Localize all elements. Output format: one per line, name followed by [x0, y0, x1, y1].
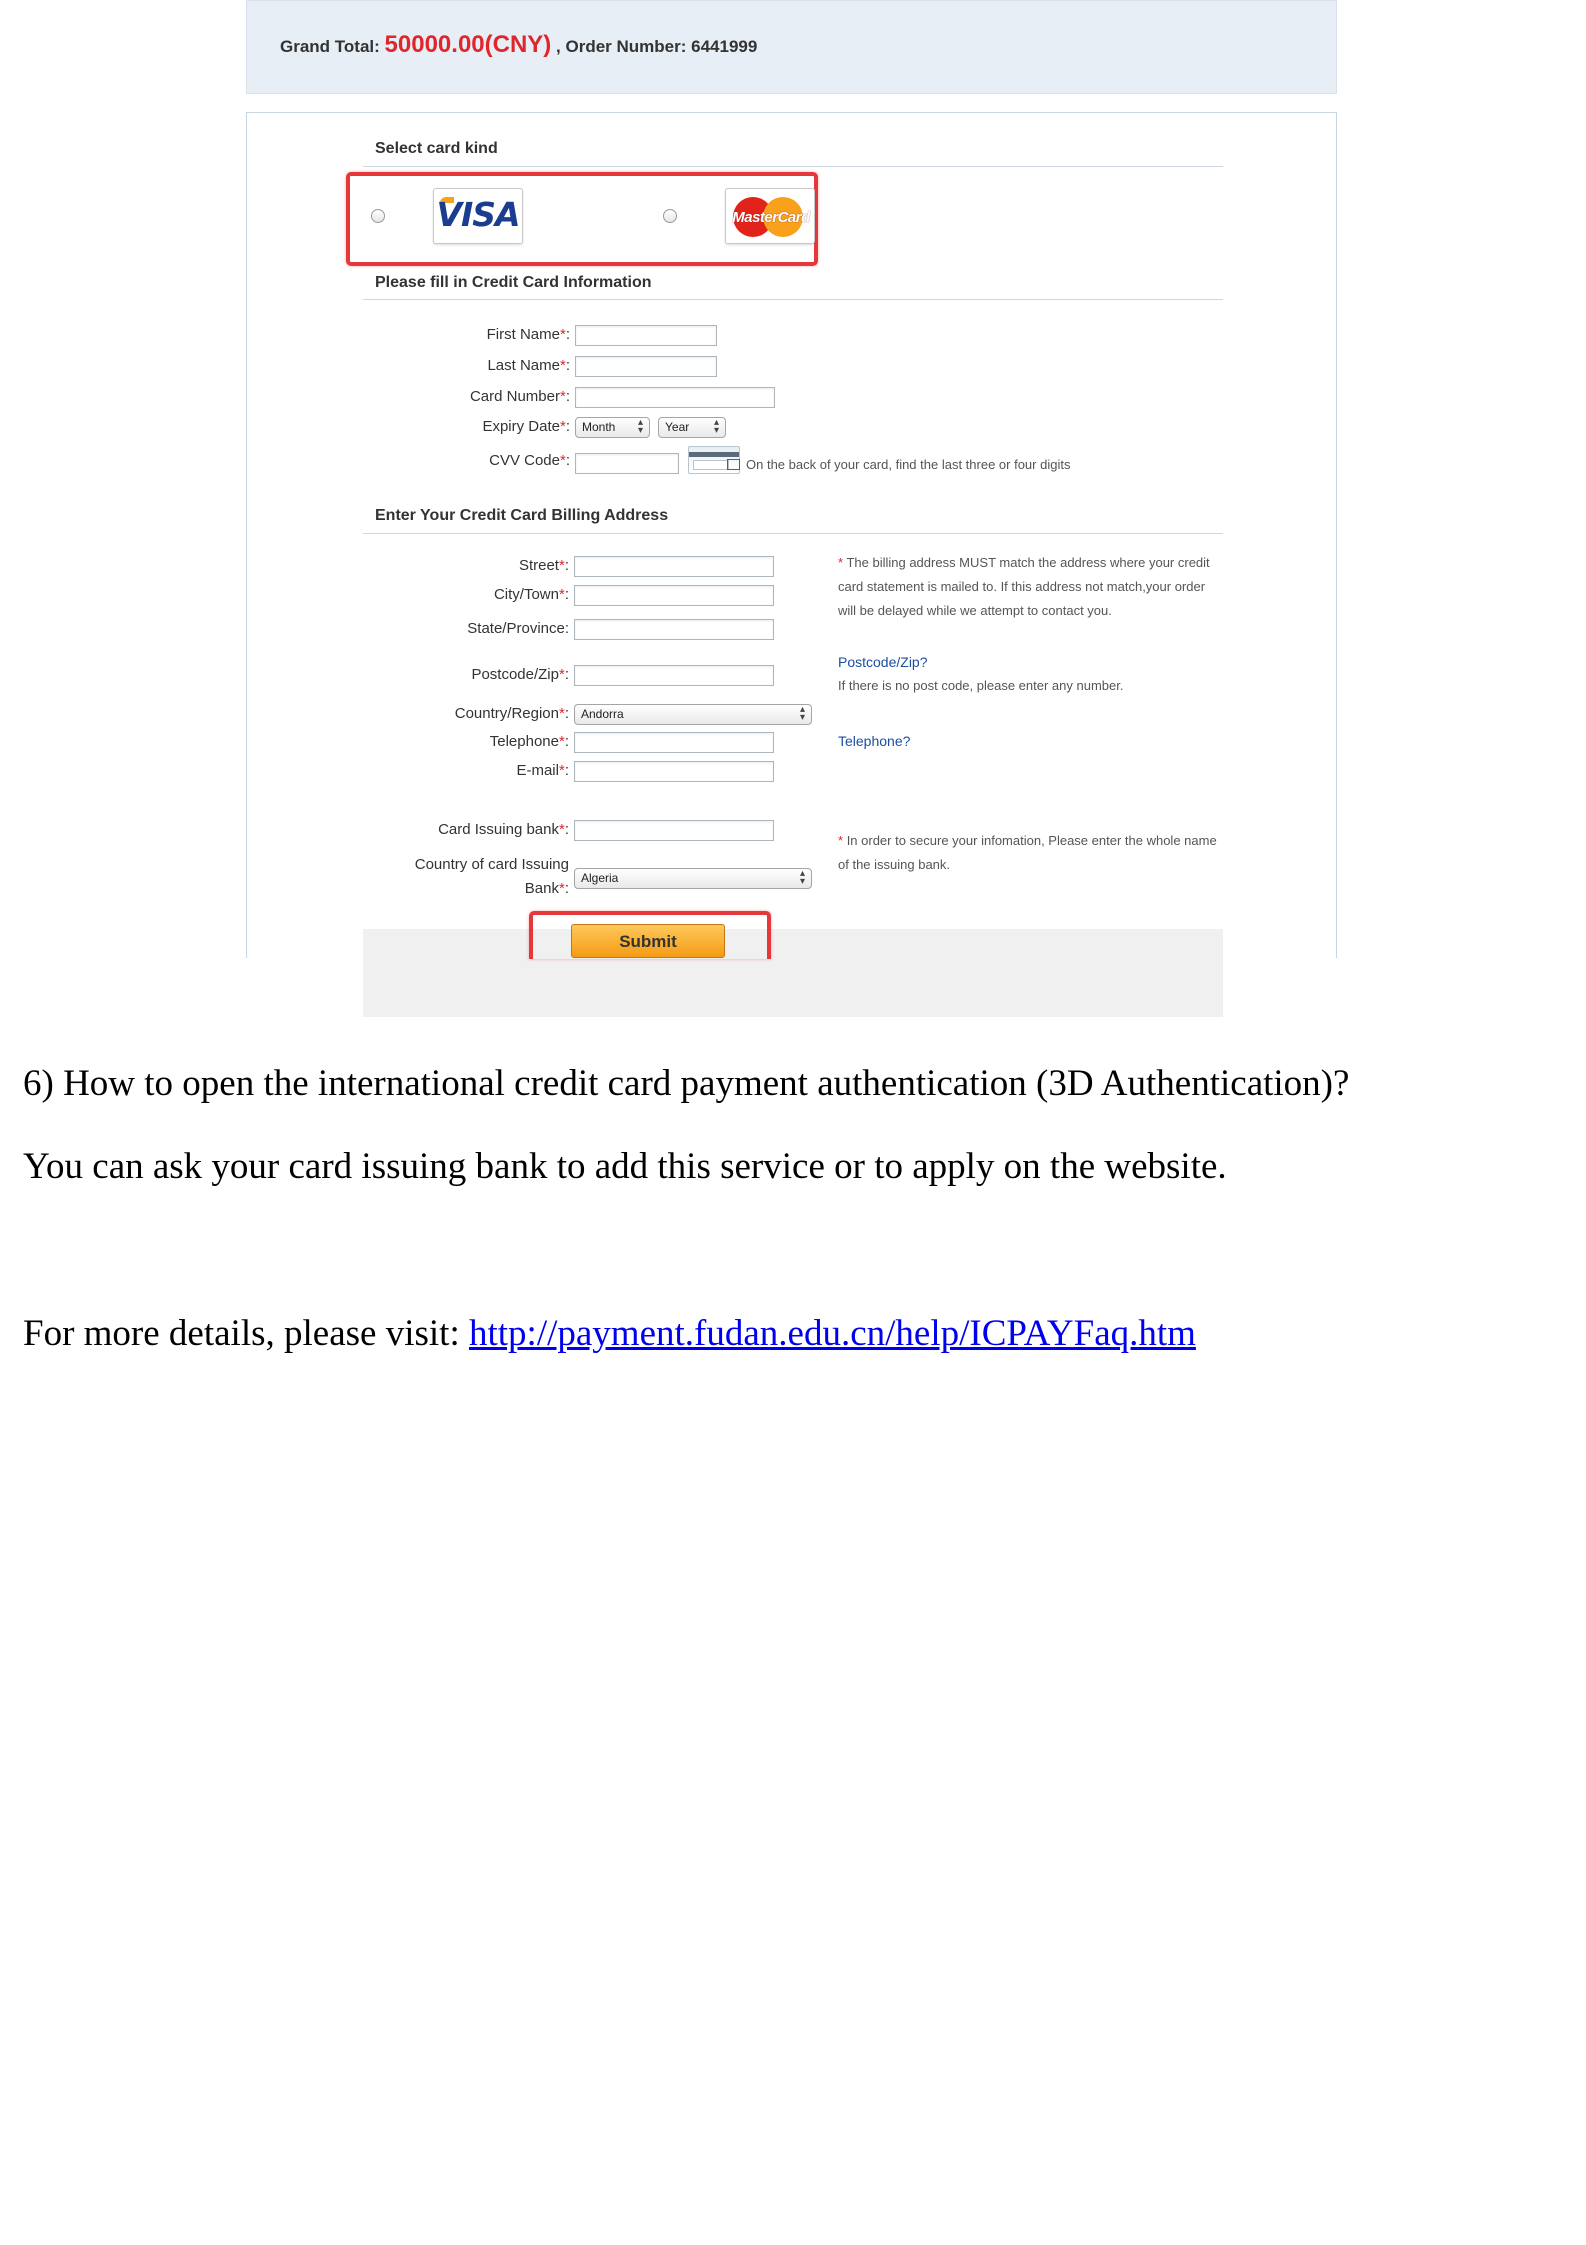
- cvv-label: CVV Code*:: [489, 452, 570, 469]
- city-label: City/Town*:: [493, 586, 569, 603]
- state-label: State/Province:: [467, 620, 569, 637]
- last-name-input[interactable]: [575, 356, 717, 377]
- street-label: Street*:: [518, 557, 569, 574]
- telephone-help-link[interactable]: Telephone?: [838, 733, 911, 749]
- card-kind-title: Select card kind: [375, 140, 498, 157]
- section-divider: [363, 533, 1223, 534]
- order-number: 6441999: [691, 37, 758, 56]
- faq-question: 6) How to open the international credit card payment authentication (3D Authentication)?: [23, 1063, 1350, 1104]
- card-info-title: Please fill in Credit Card Information: [375, 274, 652, 291]
- state-input[interactable]: [574, 619, 774, 640]
- issuing-country-select[interactable]: Algeria ▴ ▾: [574, 868, 812, 889]
- issuing-bank-input[interactable]: [574, 820, 774, 841]
- payment-screenshot: [246, 0, 1337, 958]
- card-number-label: Card Number*:: [469, 388, 570, 405]
- billing-note: * The billing address MUST match the address where your credit card statement is mailed to. If this address not match,your order will be delayed while we attempt to contact you.: [838, 555, 1210, 618]
- mastercard-radio[interactable]: [663, 209, 677, 223]
- chevron-updown-icon: ▴ ▾: [713, 417, 719, 436]
- visa-logo-text: VISA: [436, 195, 520, 234]
- order-number-label: , Order Number:: [556, 37, 687, 56]
- issuing-bank-note: * In order to secure your infomation, Please enter the whole name of the issuing bank.: [838, 833, 1217, 872]
- order-summary-line: [280, 31, 757, 59]
- card-number-input[interactable]: [575, 387, 775, 408]
- billing-address-title: Enter Your Credit Card Billing Address: [375, 507, 669, 524]
- cvv-hint: On the back of your card, find the last three or four digits: [746, 457, 1071, 472]
- country-select[interactable]: Andorra ▴ ▾: [574, 704, 812, 725]
- postcode-input[interactable]: [574, 665, 774, 686]
- telephone-input[interactable]: [574, 732, 774, 753]
- chevron-updown-icon: ▴ ▾: [799, 868, 805, 887]
- postcode-label: Postcode/Zip*:: [471, 666, 569, 683]
- last-name-label: Last Name*:: [487, 357, 570, 374]
- section-divider: [363, 166, 1223, 167]
- telephone-label: Telephone*:: [489, 733, 569, 750]
- more-details-line: [23, 1312, 1196, 1355]
- postcode-note: If there is no post code, please enter any number.: [838, 678, 1124, 693]
- order-summary-bar: [246, 0, 1337, 94]
- visa-logo-icon[interactable]: [433, 188, 523, 244]
- email-input[interactable]: [574, 761, 774, 782]
- grand-total-label: Grand Total:: [280, 37, 380, 56]
- visa-radio[interactable]: [371, 209, 385, 223]
- cvv-card-icon: [688, 446, 740, 474]
- country-label: Country/Region*:: [454, 705, 569, 722]
- more-details-prefix: For more details, please visit:: [23, 1313, 469, 1354]
- expiry-year-select[interactable]: Year ▴ ▾: [658, 417, 726, 438]
- grand-total-amount: 50000.00(CNY): [384, 31, 552, 58]
- issuing-bank-band: [363, 929, 1223, 1017]
- issuing-bank-label: Card Issuing bank*:: [438, 821, 569, 838]
- expiry-date-label: Expiry Date*:: [482, 418, 570, 435]
- first-name-input[interactable]: [575, 325, 717, 346]
- email-label: E-mail*:: [516, 762, 569, 779]
- city-input[interactable]: [574, 585, 774, 606]
- chevron-updown-icon: ▴ ▾: [637, 417, 643, 436]
- faq-answer: You can ask your card issuing bank to add this service or to apply on the website.: [23, 1146, 1227, 1187]
- issuing-country-label: Country of card Issuing Bank*:: [414, 856, 569, 897]
- mastercard-logo-icon[interactable]: [725, 188, 815, 244]
- payment-form-panel: [246, 112, 1337, 958]
- first-name-label: First Name*:: [486, 326, 570, 343]
- postcode-help-link[interactable]: Postcode/Zip?: [838, 654, 928, 670]
- chevron-updown-icon: ▴ ▾: [799, 704, 805, 723]
- street-input[interactable]: [574, 556, 774, 577]
- submit-button[interactable]: Submit: [571, 924, 725, 958]
- cvv-input[interactable]: [575, 453, 679, 474]
- section-divider: [363, 299, 1223, 300]
- mastercard-logo-text: MasterCard: [732, 209, 810, 226]
- faq-url-link[interactable]: http://payment.fudan.edu.cn/help/ICPAYFaq.htm: [468, 1313, 1196, 1354]
- expiry-month-select[interactable]: Month ▴ ▾: [575, 417, 650, 438]
